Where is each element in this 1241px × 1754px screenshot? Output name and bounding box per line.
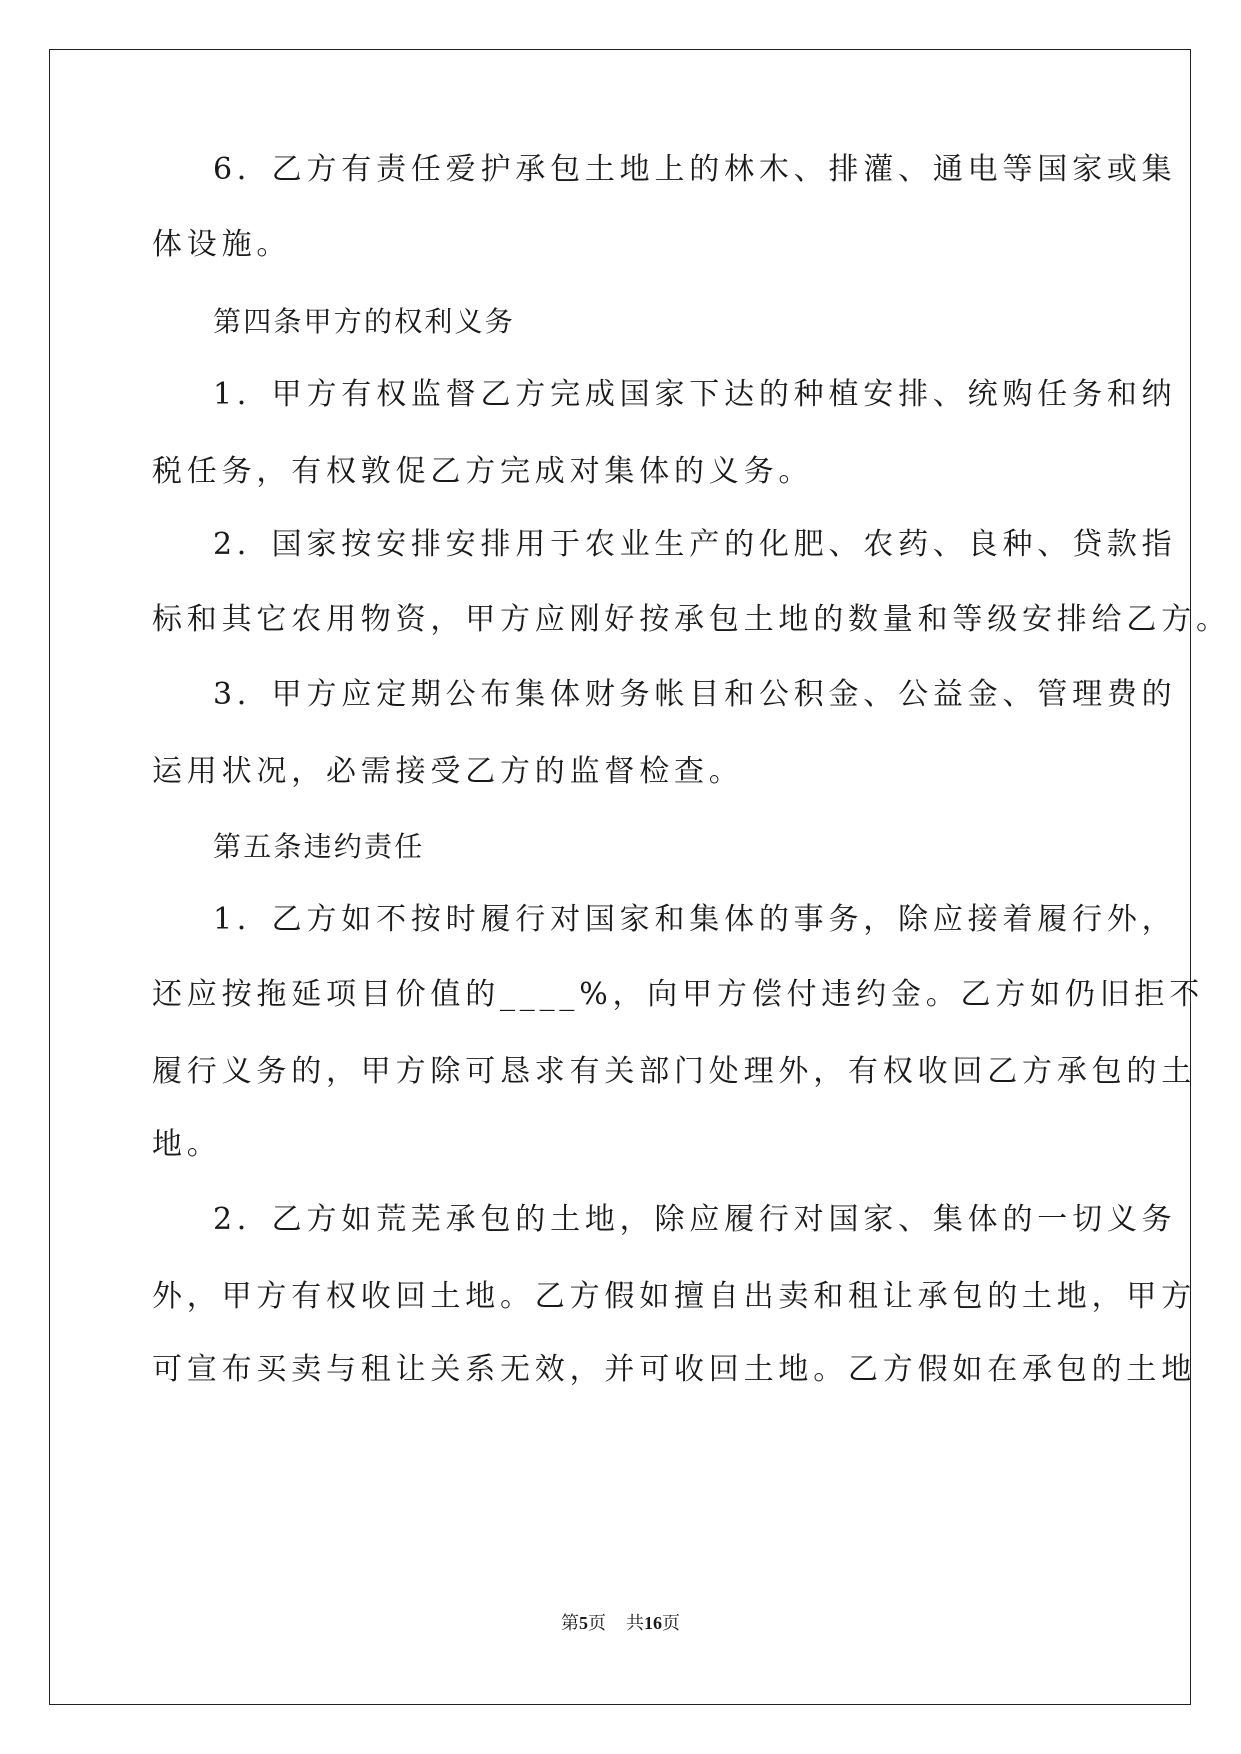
page-footer (0, 1611, 1241, 1636)
total-pages: 16 (644, 1613, 662, 1633)
section-heading: 第五条违约责任 (213, 830, 425, 863)
section-heading: 第四条甲方的权利义务 (213, 305, 516, 338)
paragraph-line: 1．甲方有权监督乙方完成国家下达的种植安排、统购任务和纳 (213, 377, 1177, 412)
page-number: 5 (579, 1613, 588, 1633)
paragraph-line: 3．甲方应定期公布集体财务帐目和公积金、公益金、管理费的 (213, 677, 1177, 712)
total-label-suffix: 页 (662, 1613, 680, 1634)
paragraph-line: 可宣布买卖与租让关系无效，并可收回土地。乙方假如在承包的土地 (152, 1352, 1196, 1387)
page-label-prefix: 第 (561, 1613, 579, 1634)
paragraph-line: 体设施。 (152, 227, 292, 262)
paragraph-line: 2．国家按安排安排用于农业生产的化肥、农药、良种、贷款指 (213, 527, 1177, 562)
page-label-suffix: 页 (588, 1613, 606, 1634)
paragraph-line: 还应按拖延项目价值的____%，向甲方偿付违约金。乙方如仍旧拒不 (152, 977, 1205, 1012)
page-border (49, 49, 1191, 1705)
paragraph-line: 地。 (152, 1127, 222, 1162)
paragraph-line: 6．乙方有责任爱护承包土地上的林木、排灌、通电等国家或集 (213, 152, 1177, 187)
paragraph-line: 履行义务的，甲方除可恳求有关部门处理外，有权收回乙方承包的土 (152, 1054, 1196, 1089)
paragraph-line: 运用状况，必需接受乙方的监督检查。 (152, 754, 744, 789)
paragraph-line: 税任务，有权敦促乙方完成对集体的义务。 (152, 454, 814, 489)
total-label-prefix: 共 (626, 1613, 644, 1634)
paragraph-line: 1．乙方如不按时履行对国家和集体的事务，除应接着履行外， (213, 902, 1177, 937)
paragraph-line: 2．乙方如荒芜承包的土地，除应履行对国家、集体的一切义务 (213, 1202, 1177, 1237)
paragraph-line: 标和其它农用物资，甲方应刚好按承包土地的数量和等级安排给乙方。 (152, 602, 1231, 637)
paragraph-line: 外，甲方有权收回土地。乙方假如擅自出卖和租让承包的土地，甲方 (152, 1279, 1196, 1314)
